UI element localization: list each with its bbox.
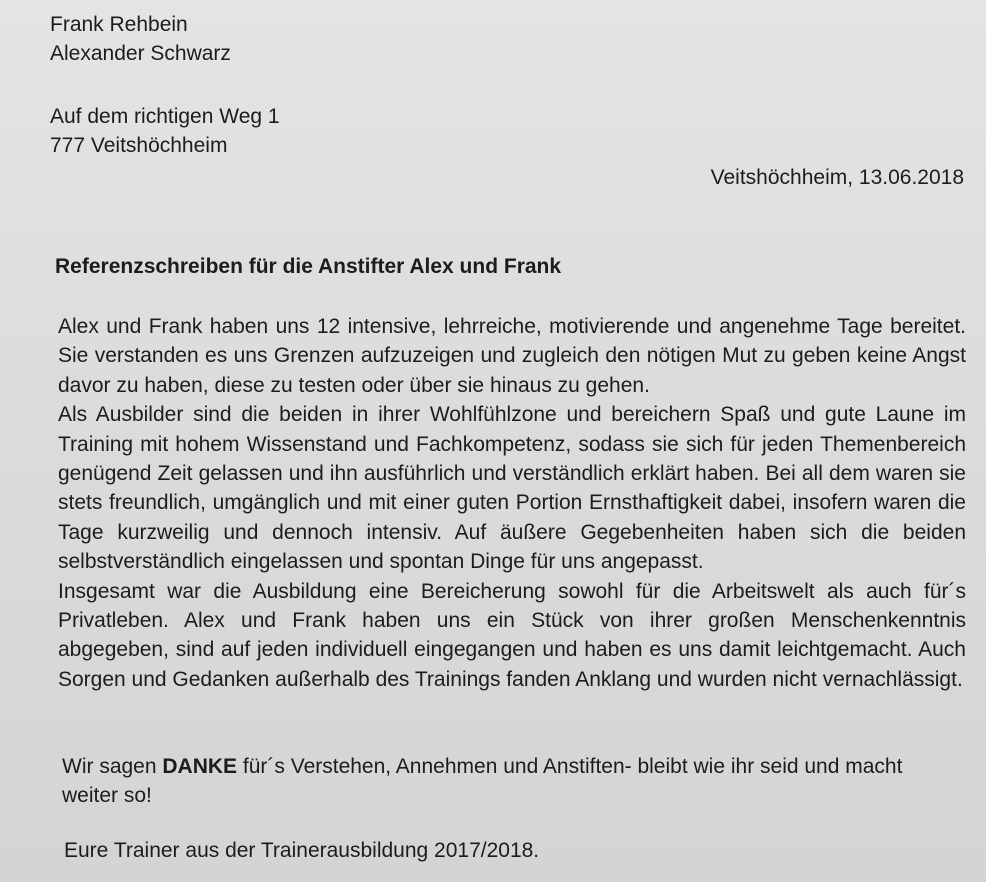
address-city: 777 Veitshöchheim bbox=[50, 134, 228, 157]
address-block bbox=[50, 102, 280, 160]
letter-subject: Referenzschreiben für die Anstifter Alex und Frank bbox=[55, 255, 562, 278]
body-paragraph: Insgesamt war die Ausbildung eine Bereicherung sowohl für die Arbeitswelt als auch für´s Privatleben. Alex und Frank haben uns ein Stück von ihrer großen Menschenkenntnis abgegeben, sind auf jeden individuell eingegangen und haben es uns damit leichtgemacht. Auch Sorgen und Gedanken außerhalb des Trainings fanden Anklang und wurden nicht vernachlässigt. bbox=[58, 579, 966, 691]
body-paragraph: Als Ausbilder sind die beiden in ihrer Wohlfühlzone und bereichern Spaß und gute Laune im Training mit hohem Wissenstand und Fachkompetenz, sodass sie sich für jeden Themenbereich genügend Zeit gelassen und ihn ausführlich und verständlich erklärt haben. Bei all dem waren sie stets freundlich, umgänglich und mit einer guten Portion Ernsthaftigkeit dabei, insofern waren die Tage kurzweilig und dennoch intensiv. Auf äußere Gegebenheiten haben sich die beiden selbstverständlich eingelassen und spontan Dinge für uns angepasst. bbox=[58, 403, 966, 574]
letter-body bbox=[58, 312, 966, 694]
body-paragraph: Alex und Frank haben uns 12 intensive, lehrreiche, motivierende und angenehme Tage bereitet. Sie verstanden es uns Grenzen aufzuzeigen und zugleich den nötigen Mut zu geben keine Angst davor zu haben, diese zu testen oder über sie hinaus zu gehen. bbox=[58, 315, 966, 397]
sender-name-2: Alexander Schwarz bbox=[50, 42, 231, 65]
thanks-suffix: für´s Verstehen, Annehmen und Anstiften- bleibt wie ihr seid und macht weiter so! bbox=[62, 755, 903, 808]
thanks-paragraph bbox=[62, 752, 962, 811]
address-street: Auf dem richtigen Weg 1 bbox=[50, 105, 280, 128]
thanks-emphasis: DANKE bbox=[162, 755, 238, 778]
sender-name-1: Frank Rehbein bbox=[50, 13, 188, 36]
sender-block bbox=[50, 10, 231, 68]
thanks-prefix: Wir sagen bbox=[62, 755, 163, 778]
place-date: Veitshöchheim, 13.06.2018 bbox=[710, 166, 964, 189]
letter-signature: Eure Trainer aus der Trainerausbildung 2017/2018. bbox=[64, 839, 540, 862]
